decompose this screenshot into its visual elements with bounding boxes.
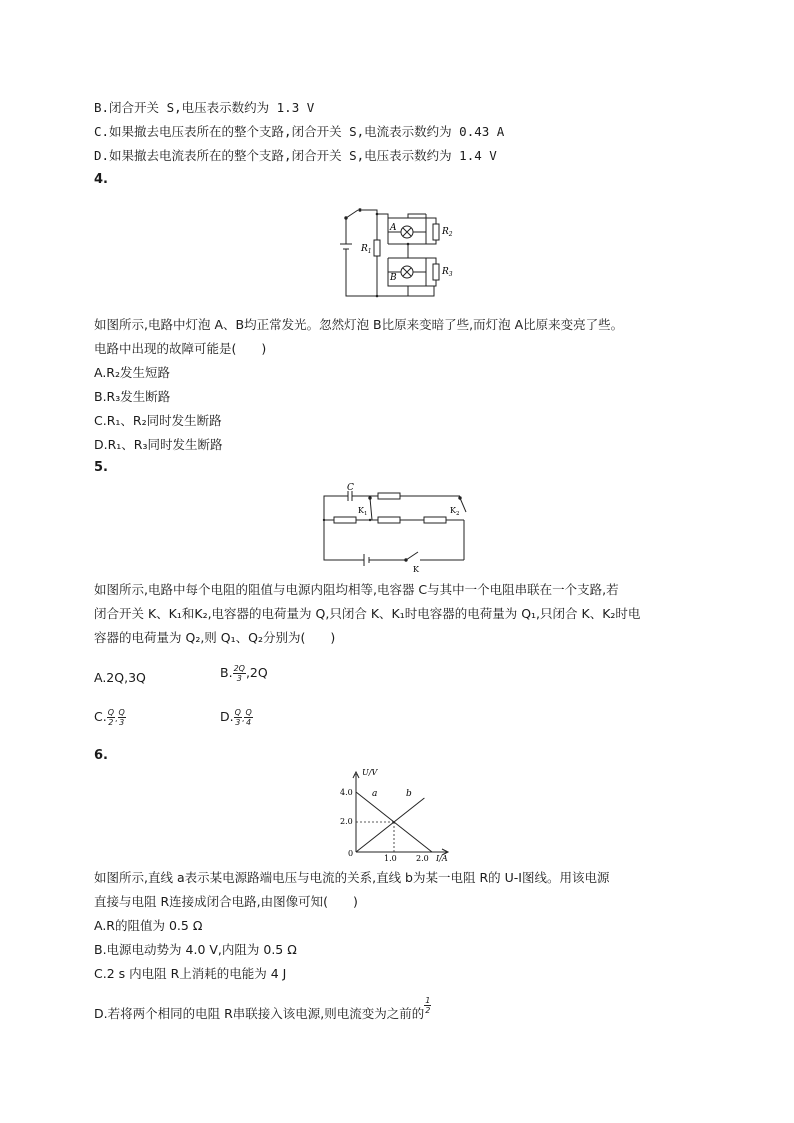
q5-stem-line-2: 闭合开关 K、K₁和K₂,电容器的电荷量为 Q,只闭合 K、K₁时电容器的电荷量为 Q₁,只闭合 K、K₂时电 xyxy=(94,606,641,621)
q6-option-d: D.若将两个相同的电阻 R串联接入该电源,则电流变为之前的 $\frac{1}{2}$ xyxy=(94,996,431,1021)
q5-circuit-diagram xyxy=(318,483,470,574)
q3-option-c: C.如果撤去电压表所在的整个支路,闭合开关 S,电流表示数约为 0.43 A xyxy=(94,124,505,139)
q5-option-a: A.2Q,3Q xyxy=(94,670,146,685)
question-number-6: 6. xyxy=(94,748,108,763)
lamp-a-label: A xyxy=(390,223,397,233)
q5-option-b: B. $\frac{2Q}{3}$ ,2Q xyxy=(220,664,268,683)
line-b-label: b xyxy=(406,789,412,799)
r2-label: $R_2$ xyxy=(442,227,453,238)
q4-stem-line-1: 如图所示,电路中灯泡 A、B均正常发光。忽然灯泡 B比原来变暗了些,而灯泡 A比原来变亮了些。 xyxy=(94,317,624,332)
q5-stem-line-1: 如图所示,电路中每个电阻的阻值与电源内阻均相等,电容器 C与其中一个电阻串联在一个支路,若 xyxy=(94,582,619,597)
x-axis-label: I/A xyxy=(436,854,448,863)
k1-label: $K_1$ xyxy=(358,506,368,517)
origin-label: 0 xyxy=(348,849,354,858)
q5-option-c: C. $\frac{Q}{2}$ , $\frac{Q}{3}$ xyxy=(94,708,125,727)
q5-option-d: D. $\frac{Q}{3}$ , $\frac{Q}{4}$ xyxy=(220,708,252,727)
q4-option-c: C.R₁、R₂同时发生断路 xyxy=(94,413,222,428)
r3-label: $R_3$ xyxy=(442,267,453,278)
k2-label: $K_2$ xyxy=(450,506,460,517)
q4-option-a: A.R₂发生短路 xyxy=(94,365,171,380)
q6-stem-line-1: 如图所示,直线 a表示某电源路端电压与电流的关系,直线 b为某一电阻 R的 U-I图线。用该电源 xyxy=(94,870,610,885)
q3-option-b: B.闭合开关 S,电压表示数约为 1.3 V xyxy=(94,100,315,115)
line-a-label: a xyxy=(372,789,378,799)
y-tick-4: 4.0 xyxy=(340,788,353,797)
y-tick-2: 2.0 xyxy=(340,817,353,826)
q6-ui-graph xyxy=(334,768,458,862)
q4-stem-line-2: 电路中出现的故障可能是( ) xyxy=(94,341,267,356)
y-axis-label: U/V xyxy=(362,768,378,777)
k-label: K xyxy=(413,565,419,574)
q6-option-a: A.R的阻值为 0.5 Ω xyxy=(94,918,203,933)
x-tick-1: 1.0 xyxy=(384,854,397,863)
capacitor-label: C xyxy=(347,483,354,493)
q5-stem-line-3: 容器的电荷量为 Q₂,则 Q₁、Q₂分别为( ) xyxy=(94,630,336,645)
r1-label: $R_1$ xyxy=(361,244,372,255)
series-line-b xyxy=(356,798,424,852)
q4-option-d: D.R₁、R₃同时发生断路 xyxy=(94,437,223,452)
q6-option-b: B.电源电动势为 4.0 V,内阻为 0.5 Ω xyxy=(94,942,297,957)
q4-circuit-diagram xyxy=(336,200,456,304)
q4-option-b: B.R₃发生断路 xyxy=(94,389,171,404)
question-number-4: 4. xyxy=(94,172,108,187)
q6-stem-line-2: 直接与电阻 R连接成闭合电路,由图像可知( ) xyxy=(94,894,358,909)
question-number-5: 5. xyxy=(94,460,108,475)
q6-option-c: C.2 s 内电阻 R上消耗的电能为 4 J xyxy=(94,966,287,981)
lamp-b-label: B xyxy=(390,273,397,283)
q3-option-d: D.如果撤去电流表所在的整个支路,闭合开关 S,电压表示数约为 1.4 V xyxy=(94,148,497,163)
x-tick-2: 2.0 xyxy=(416,854,429,863)
